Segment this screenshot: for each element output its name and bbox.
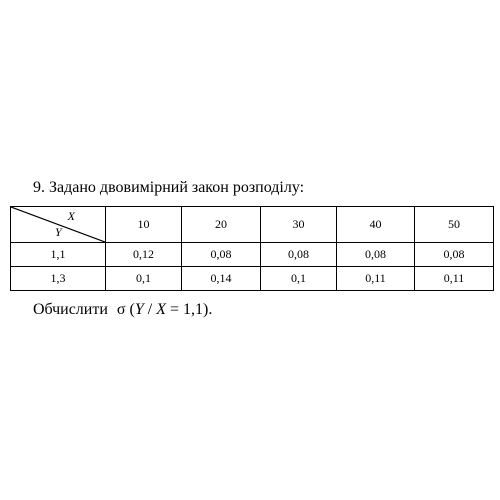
y-value-cell: 1,1 [11, 243, 106, 267]
open-paren: ( [129, 301, 135, 318]
task-expression [130, 301, 213, 318]
corner-x-label: X [67, 209, 75, 223]
probability-cell: 0,14 [182, 267, 261, 291]
expr-equals: = 1,1 [166, 301, 204, 318]
probability-cell: 0,11 [337, 267, 415, 291]
sigma-symbol: σ [116, 301, 126, 318]
expr-y: Y [134, 301, 144, 318]
probability-cell: 0,08 [415, 243, 494, 267]
probability-cell: 0,08 [182, 243, 261, 267]
y-value-cell: 1,3 [11, 267, 106, 291]
expr-x: X [156, 301, 166, 318]
table-row [11, 267, 494, 291]
problem-title: 9. Задано двовимірний закон розподілу: [33, 179, 305, 196]
probability-cell: 0,12 [106, 243, 182, 267]
probability-cell: 0,08 [261, 243, 337, 267]
table-row [11, 243, 494, 267]
task-text: Обчислити [33, 301, 108, 318]
distribution-table [10, 206, 494, 291]
x-value-header: 20 [182, 207, 261, 243]
x-value-header: 40 [337, 207, 415, 243]
corner-y-label: Y [55, 225, 62, 239]
probability-cell: 0,1 [261, 267, 337, 291]
x-value-header: 50 [415, 207, 494, 243]
x-value-header: 10 [106, 207, 182, 243]
corner-cell [11, 207, 106, 243]
task-statement [33, 301, 212, 319]
close-paren: ). [203, 301, 213, 318]
probability-cell: 0,08 [337, 243, 415, 267]
expr-slash: / [143, 301, 157, 318]
probability-cell: 0,11 [415, 267, 494, 291]
x-value-header: 30 [261, 207, 337, 243]
table-header-row [11, 207, 494, 243]
probability-cell: 0,1 [106, 267, 182, 291]
